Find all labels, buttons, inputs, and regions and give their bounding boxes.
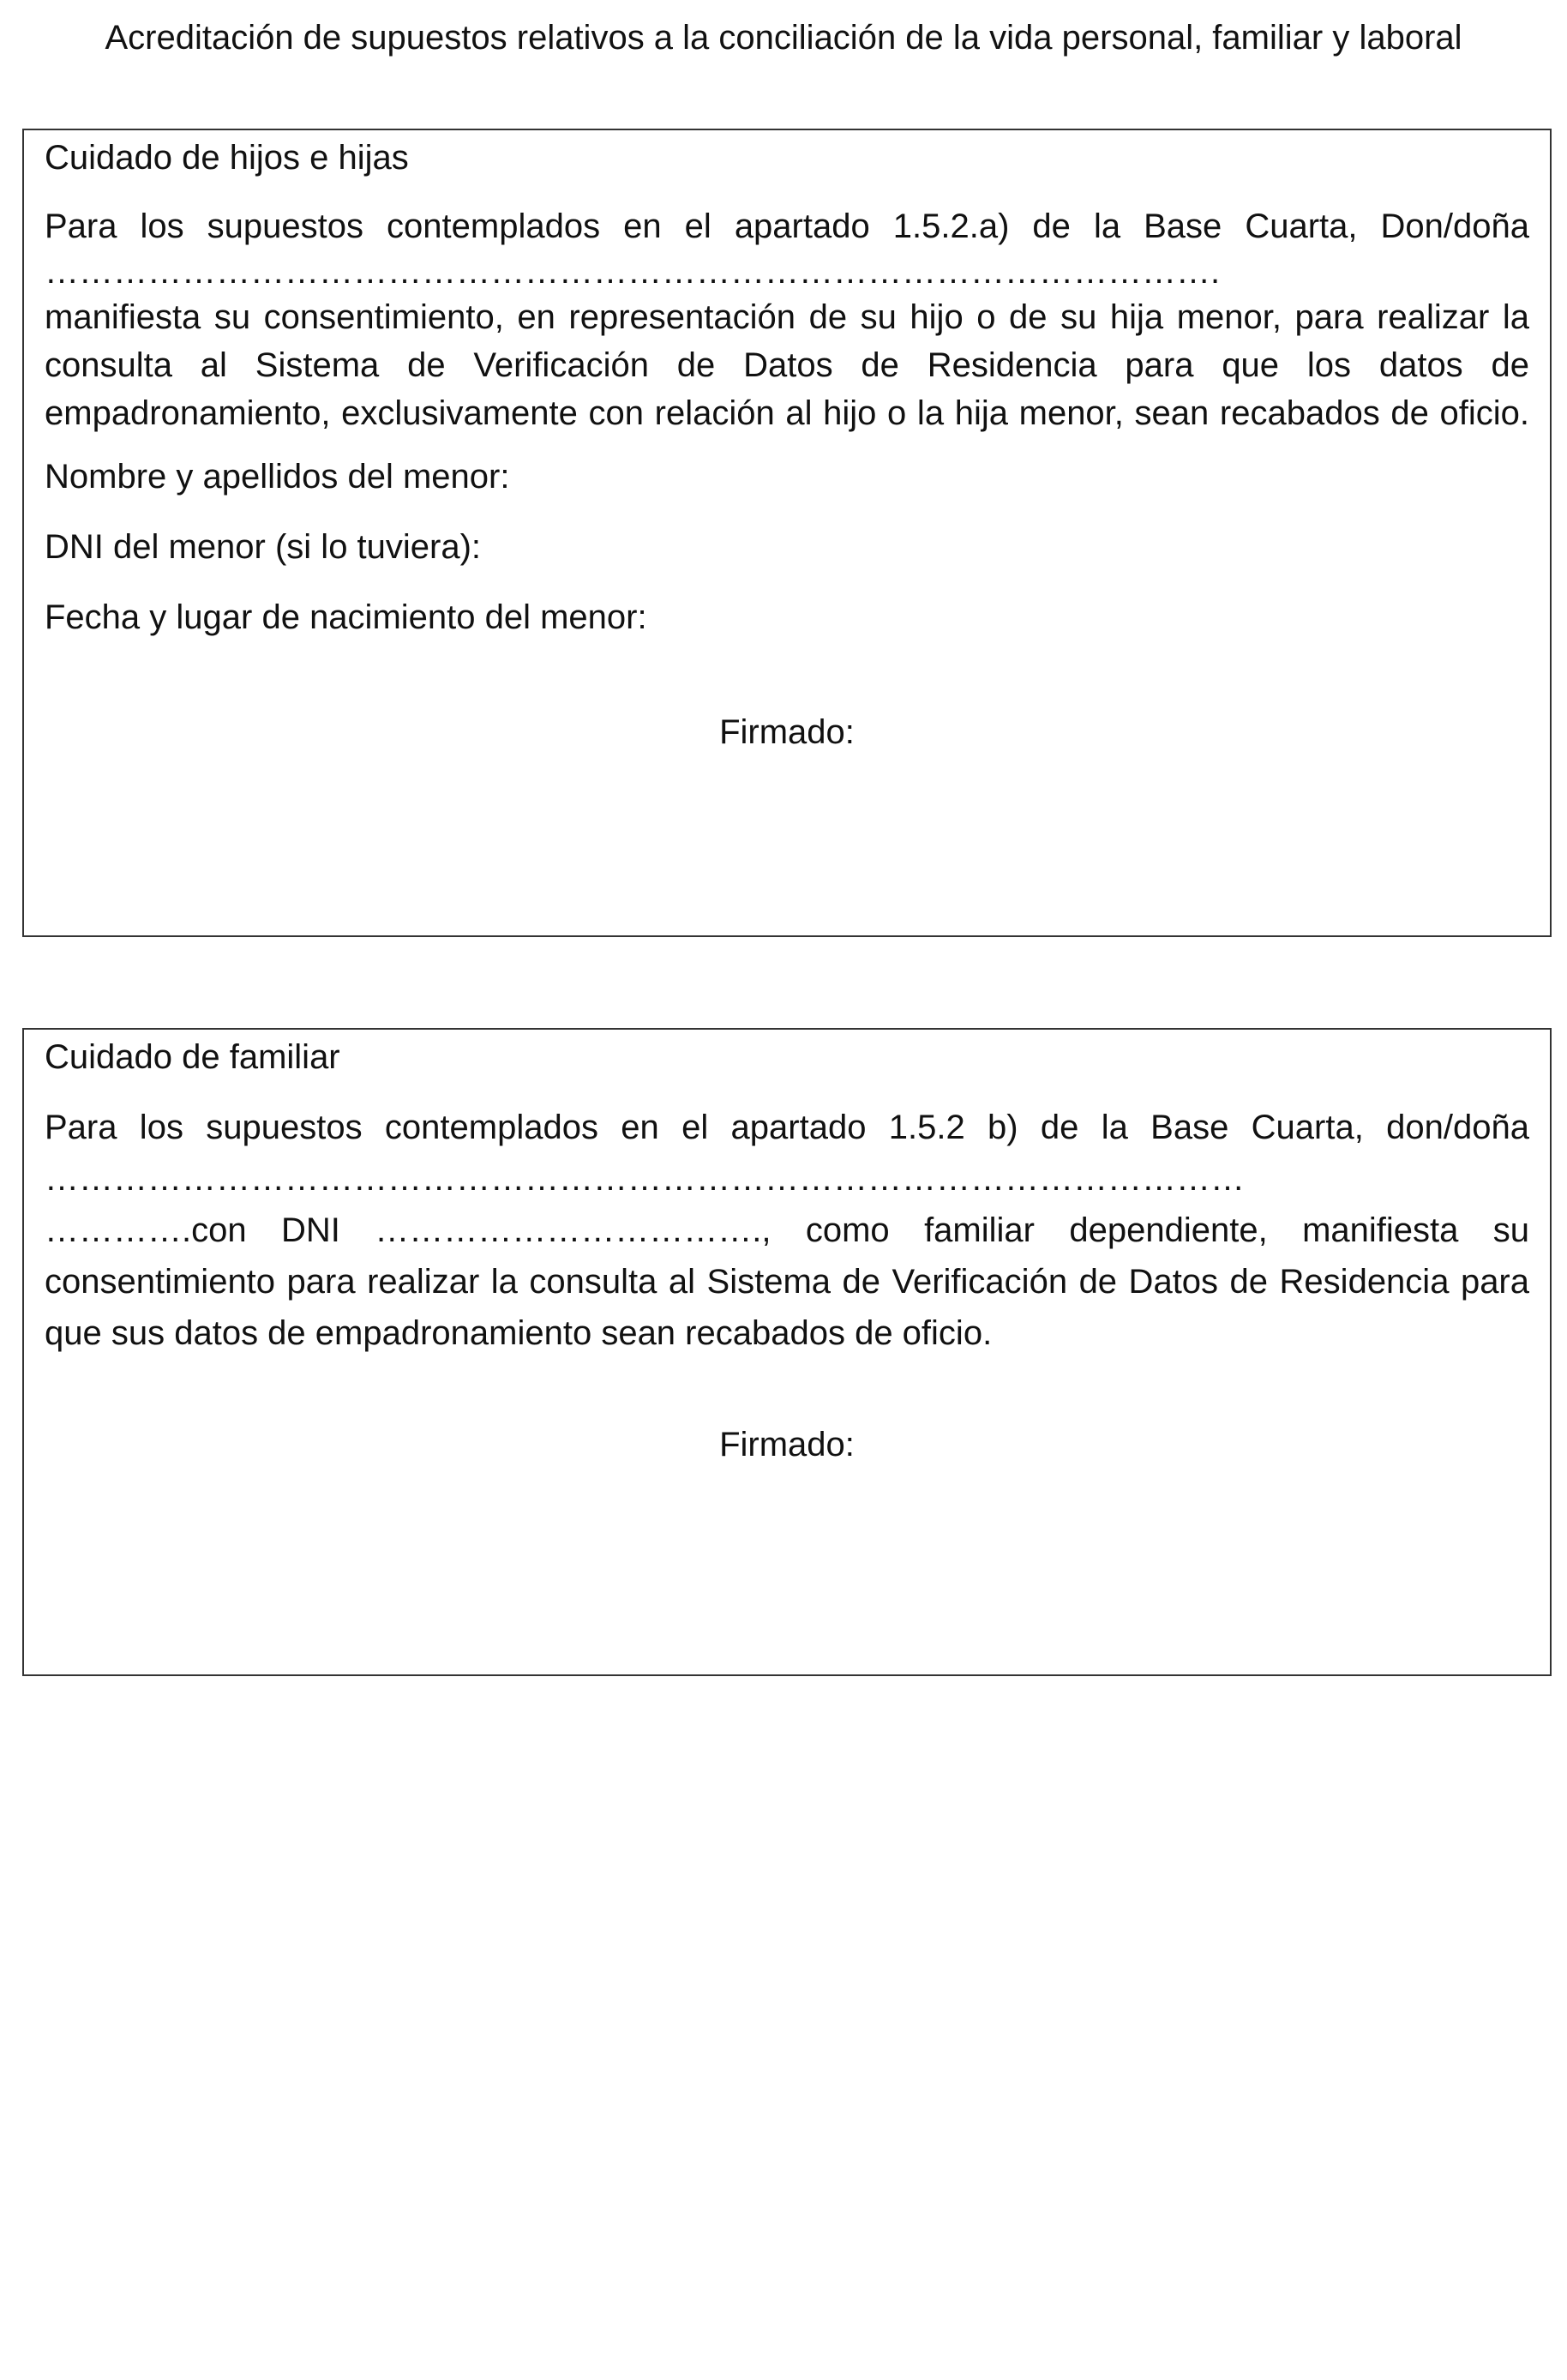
consent-line: consentimiento para realizar la consulta al Sistema de Verificación de Datos de Residencia para [45, 1263, 1529, 1301]
section-heading-familiar: Cuidado de familiar [45, 1038, 340, 1076]
consent-line: ………….con DNI ……………………………., como familiar dependiente, manifiesta su [45, 1211, 1529, 1249]
consent-paragraph-hijos [45, 202, 1529, 437]
section-heading-hijos: Cuidado de hijos e hijas [45, 139, 409, 177]
field-minor-birth: Fecha y lugar de nacimiento del menor: [45, 598, 647, 636]
consent-line: manifiesta su consentimiento, en representación de su hijo o de su hija menor, para realizar la [45, 298, 1529, 336]
signature-label-hijos: Firmado: [719, 713, 855, 751]
consent-line: Para los supuestos contemplados en el apartado 1.5.2.a) de la Base Cuarta, Don/doña [45, 207, 1529, 245]
name-fill-line[interactable]: …………………………………………………………………………………………… [45, 1160, 1245, 1198]
field-minor-name: Nombre y apellidos del menor: [45, 458, 510, 496]
section-cuidado-hijos [22, 129, 1552, 937]
consent-line: consulta al Sistema de Verificación de Datos de Residencia para que los datos de [45, 346, 1529, 384]
signature-label-familiar: Firmado: [719, 1426, 855, 1463]
page-title: Acreditación de supuestos relativos a la conciliación de la vida personal, familiar y laboral [105, 19, 1462, 57]
field-minor-dni: DNI del menor (si lo tuviera): [45, 528, 482, 566]
consent-line: empadronamiento, exclusivamente con relación al hijo o la hija menor, sean recabados de oficio. [45, 394, 1529, 432]
section-cuidado-familiar [22, 1028, 1552, 1676]
consent-line: Para los supuestos contemplados en el apartado 1.5.2 b) de la Base Cuarta, don/doña [45, 1109, 1529, 1146]
consent-line: que sus datos de empadronamiento sean recabados de oficio. [45, 1314, 993, 1352]
consent-paragraph-familiar [45, 1102, 1529, 1359]
name-fill-line[interactable]: …………………………………………………………………………………………. [45, 253, 1221, 291]
